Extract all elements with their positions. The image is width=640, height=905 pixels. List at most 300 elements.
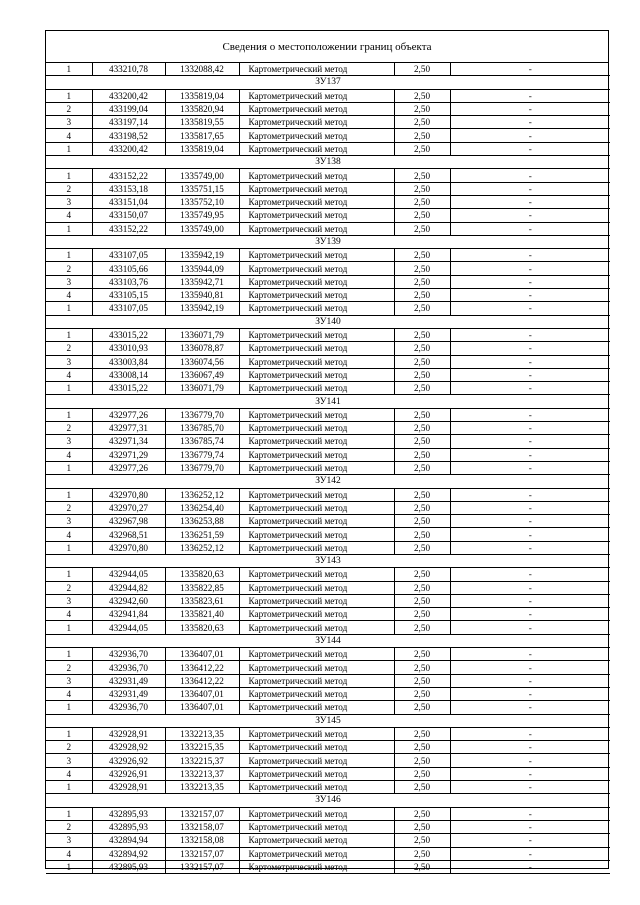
accuracy-cell: 2,50 (394, 727, 450, 740)
group-header-row (46, 235, 610, 248)
accuracy-cell: 2,50 (394, 382, 450, 395)
group-header-row (46, 714, 610, 727)
point-number-cell: 1 (46, 541, 92, 554)
x-coordinate-cell: 433152,22 (92, 169, 165, 182)
accuracy-cell: 2,50 (394, 501, 450, 514)
method-cell: Картометрический метод (239, 328, 394, 341)
accuracy-cell: 2,50 (394, 581, 450, 594)
method-cell: Картометрический метод (239, 781, 394, 794)
method-cell: Картометрический метод (239, 568, 394, 581)
description-cell: - (450, 249, 610, 262)
description-cell: - (450, 608, 610, 621)
y-coordinate-cell: 1336407,01 (165, 687, 239, 700)
y-coordinate-cell: 1336785,74 (165, 435, 239, 448)
method-cell: Картометрический метод (239, 142, 394, 155)
description-cell: - (450, 594, 610, 607)
accuracy-cell: 2,50 (394, 142, 450, 155)
method-cell: Картометрический метод (239, 594, 394, 607)
y-coordinate-cell: 1335821,40 (165, 608, 239, 621)
y-coordinate-cell: 1332215,37 (165, 754, 239, 767)
x-coordinate-cell: 432967,98 (92, 515, 165, 528)
x-coordinate-cell: 432944,05 (92, 621, 165, 634)
accuracy-cell: 2,50 (394, 674, 450, 687)
table-row (46, 461, 610, 474)
y-coordinate-cell: 1335751,15 (165, 182, 239, 195)
accuracy-cell: 2,50 (394, 621, 450, 634)
method-cell: Картометрический метод (239, 249, 394, 262)
x-coordinate-cell: 433015,22 (92, 328, 165, 341)
accuracy-cell: 2,50 (394, 741, 450, 754)
y-coordinate-cell: 1335819,55 (165, 116, 239, 129)
point-number-cell: 4 (46, 608, 92, 621)
table-row (46, 289, 610, 302)
description-cell: - (450, 89, 610, 102)
x-coordinate-cell: 432931,49 (92, 687, 165, 700)
method-cell: Картометрический метод (239, 382, 394, 395)
method-cell: Картометрический метод (239, 63, 394, 76)
y-coordinate-cell: 1332213,35 (165, 781, 239, 794)
x-coordinate-cell: 433153,18 (92, 182, 165, 195)
description-cell: - (450, 289, 610, 302)
table-row (46, 741, 610, 754)
group-header-row (46, 634, 610, 647)
accuracy-cell: 2,50 (394, 169, 450, 182)
y-coordinate-cell: 1335749,00 (165, 222, 239, 235)
y-coordinate-cell: 1335820,63 (165, 568, 239, 581)
y-coordinate-cell: 1335749,00 (165, 169, 239, 182)
x-coordinate-cell: 432895,93 (92, 860, 165, 873)
description-cell: - (450, 209, 610, 222)
accuracy-cell: 2,50 (394, 594, 450, 607)
table-row (46, 422, 610, 435)
description-cell: - (450, 435, 610, 448)
table-row (46, 382, 610, 395)
table-row (46, 355, 610, 368)
method-cell: Картометрический метод (239, 741, 394, 754)
x-coordinate-cell: 433107,05 (92, 302, 165, 315)
table-row (46, 568, 610, 581)
x-coordinate-cell: 432970,80 (92, 488, 165, 501)
x-coordinate-cell: 433105,66 (92, 262, 165, 275)
method-cell: Картометрический метод (239, 408, 394, 421)
x-coordinate-cell: 433210,78 (92, 63, 165, 76)
point-number-cell: 4 (46, 767, 92, 780)
point-number-cell: 2 (46, 102, 92, 115)
land-plot-label: ЗУ137 (46, 76, 610, 89)
y-coordinate-cell: 1336252,12 (165, 488, 239, 501)
method-cell: Картометрический метод (239, 435, 394, 448)
table-row (46, 767, 610, 780)
accuracy-cell: 2,50 (394, 648, 450, 661)
table-row (46, 687, 610, 700)
table-row (46, 608, 610, 621)
y-coordinate-cell: 1332215,35 (165, 741, 239, 754)
method-cell: Картометрический метод (239, 581, 394, 594)
table-row (46, 435, 610, 448)
accuracy-cell: 2,50 (394, 89, 450, 102)
table-row (46, 448, 610, 461)
x-coordinate-cell: 432970,80 (92, 541, 165, 554)
table-row (46, 820, 610, 833)
document-frame (45, 30, 609, 872)
accuracy-cell: 2,50 (394, 289, 450, 302)
point-number-cell: 1 (46, 302, 92, 315)
description-cell: - (450, 488, 610, 501)
point-number-cell: 1 (46, 488, 92, 501)
description-cell: - (450, 807, 610, 820)
method-cell: Картометрический метод (239, 661, 394, 674)
description-cell: - (450, 581, 610, 594)
description-cell: - (450, 169, 610, 182)
y-coordinate-cell: 1335820,63 (165, 621, 239, 634)
group-header-row (46, 156, 610, 169)
x-coordinate-cell: 432944,05 (92, 568, 165, 581)
description-cell: - (450, 116, 610, 129)
description-cell: - (450, 687, 610, 700)
table-row (46, 209, 610, 222)
y-coordinate-cell: 1332158,08 (165, 834, 239, 847)
accuracy-cell: 2,50 (394, 249, 450, 262)
point-number-cell: 4 (46, 209, 92, 222)
x-coordinate-cell: 432894,94 (92, 834, 165, 847)
table-row (46, 368, 610, 381)
description-cell: - (450, 834, 610, 847)
description-cell: - (450, 422, 610, 435)
y-coordinate-cell: 1336407,01 (165, 648, 239, 661)
accuracy-cell: 2,50 (394, 222, 450, 235)
method-cell: Картометрический метод (239, 608, 394, 621)
x-coordinate-cell: 432936,70 (92, 661, 165, 674)
table-row (46, 754, 610, 767)
document-title: Сведения о местоположении границ объекта (46, 31, 608, 63)
table-row (46, 249, 610, 262)
y-coordinate-cell: 1336779,70 (165, 461, 239, 474)
table-row (46, 847, 610, 860)
table-row (46, 781, 610, 794)
x-coordinate-cell: 432928,91 (92, 727, 165, 740)
description-cell: - (450, 382, 610, 395)
point-number-cell: 3 (46, 116, 92, 129)
x-coordinate-cell: 432931,49 (92, 674, 165, 687)
point-number-cell: 1 (46, 461, 92, 474)
method-cell: Картометрический метод (239, 302, 394, 315)
table-row (46, 594, 610, 607)
method-cell: Картометрический метод (239, 355, 394, 368)
group-header-row (46, 794, 610, 807)
method-cell: Картометрический метод (239, 102, 394, 115)
description-cell: - (450, 515, 610, 528)
y-coordinate-cell: 1335823,61 (165, 594, 239, 607)
accuracy-cell: 2,50 (394, 275, 450, 288)
description-cell: - (450, 342, 610, 355)
y-coordinate-cell: 1336071,79 (165, 382, 239, 395)
point-number-cell: 4 (46, 687, 92, 700)
method-cell: Картометрический метод (239, 342, 394, 355)
method-cell: Картометрический метод (239, 89, 394, 102)
point-number-cell: 1 (46, 781, 92, 794)
accuracy-cell: 2,50 (394, 767, 450, 780)
method-cell: Картометрический метод (239, 528, 394, 541)
method-cell: Картометрический метод (239, 501, 394, 514)
table-row (46, 701, 610, 714)
description-cell: - (450, 195, 610, 208)
point-number-cell: 2 (46, 501, 92, 514)
table-row (46, 488, 610, 501)
method-cell: Картометрический метод (239, 621, 394, 634)
y-coordinate-cell: 1336067,49 (165, 368, 239, 381)
point-number-cell: 2 (46, 262, 92, 275)
accuracy-cell: 2,50 (394, 807, 450, 820)
table-row (46, 328, 610, 341)
y-coordinate-cell: 1335819,04 (165, 89, 239, 102)
description-cell: - (450, 568, 610, 581)
point-number-cell: 1 (46, 169, 92, 182)
point-number-cell: 4 (46, 289, 92, 302)
method-cell: Картометрический метод (239, 169, 394, 182)
method-cell: Картометрический метод (239, 754, 394, 767)
accuracy-cell: 2,50 (394, 422, 450, 435)
x-coordinate-cell: 433003,84 (92, 355, 165, 368)
coordinates-table-body (46, 63, 610, 874)
table-row (46, 621, 610, 634)
accuracy-cell: 2,50 (394, 448, 450, 461)
description-cell: - (450, 102, 610, 115)
point-number-cell: 1 (46, 648, 92, 661)
y-coordinate-cell: 1336254,40 (165, 501, 239, 514)
y-coordinate-cell: 1332213,35 (165, 727, 239, 740)
accuracy-cell: 2,50 (394, 488, 450, 501)
accuracy-cell: 2,50 (394, 687, 450, 700)
description-cell: - (450, 63, 610, 76)
point-number-cell: 4 (46, 528, 92, 541)
y-coordinate-cell: 1336074,56 (165, 355, 239, 368)
group-header-row (46, 554, 610, 567)
point-number-cell: 2 (46, 422, 92, 435)
point-number-cell: 1 (46, 727, 92, 740)
method-cell: Картометрический метод (239, 222, 394, 235)
method-cell: Картометрический метод (239, 289, 394, 302)
y-coordinate-cell: 1335942,19 (165, 249, 239, 262)
table-row (46, 661, 610, 674)
point-number-cell: 3 (46, 834, 92, 847)
accuracy-cell: 2,50 (394, 754, 450, 767)
method-cell: Картометрический метод (239, 209, 394, 222)
method-cell: Картометрический метод (239, 807, 394, 820)
description-cell: - (450, 820, 610, 833)
y-coordinate-cell: 1336779,74 (165, 448, 239, 461)
point-number-cell: 4 (46, 368, 92, 381)
x-coordinate-cell: 433200,42 (92, 89, 165, 102)
coordinates-table (46, 63, 610, 874)
accuracy-cell: 2,50 (394, 860, 450, 873)
description-cell: - (450, 355, 610, 368)
table-row (46, 541, 610, 554)
point-number-cell: 1 (46, 382, 92, 395)
description-cell: - (450, 741, 610, 754)
accuracy-cell: 2,50 (394, 102, 450, 115)
y-coordinate-cell: 1336412,22 (165, 661, 239, 674)
x-coordinate-cell: 433105,15 (92, 289, 165, 302)
y-coordinate-cell: 1335749,95 (165, 209, 239, 222)
method-cell: Картометрический метод (239, 488, 394, 501)
accuracy-cell: 2,50 (394, 182, 450, 195)
x-coordinate-cell: 432941,84 (92, 608, 165, 621)
table-row (46, 142, 610, 155)
point-number-cell: 3 (46, 275, 92, 288)
accuracy-cell: 2,50 (394, 834, 450, 847)
y-coordinate-cell: 1335817,65 (165, 129, 239, 142)
x-coordinate-cell: 433197,14 (92, 116, 165, 129)
accuracy-cell: 2,50 (394, 528, 450, 541)
accuracy-cell: 2,50 (394, 342, 450, 355)
y-coordinate-cell: 1335822,85 (165, 581, 239, 594)
land-plot-label: ЗУ141 (46, 395, 610, 408)
method-cell: Картометрический метод (239, 275, 394, 288)
accuracy-cell: 2,50 (394, 262, 450, 275)
land-plot-label: ЗУ146 (46, 794, 610, 807)
accuracy-cell: 2,50 (394, 328, 450, 341)
table-row (46, 63, 610, 76)
x-coordinate-cell: 432977,26 (92, 461, 165, 474)
y-coordinate-cell: 1336253,88 (165, 515, 239, 528)
point-number-cell: 2 (46, 661, 92, 674)
x-coordinate-cell: 432928,92 (92, 741, 165, 754)
table-row (46, 275, 610, 288)
point-number-cell: 1 (46, 222, 92, 235)
point-number-cell: 1 (46, 89, 92, 102)
point-number-cell: 2 (46, 342, 92, 355)
land-plot-label: ЗУ143 (46, 554, 610, 567)
x-coordinate-cell: 433008,14 (92, 368, 165, 381)
accuracy-cell: 2,50 (394, 209, 450, 222)
y-coordinate-cell: 1332157,07 (165, 847, 239, 860)
method-cell: Картометрический метод (239, 182, 394, 195)
description-cell: - (450, 661, 610, 674)
point-number-cell: 1 (46, 568, 92, 581)
description-cell: - (450, 328, 610, 341)
accuracy-cell: 2,50 (394, 515, 450, 528)
x-coordinate-cell: 432936,70 (92, 648, 165, 661)
y-coordinate-cell: 1332213,37 (165, 767, 239, 780)
description-cell: - (450, 847, 610, 860)
point-number-cell: 3 (46, 594, 92, 607)
method-cell: Картометрический метод (239, 648, 394, 661)
description-cell: - (450, 262, 610, 275)
point-number-cell: 2 (46, 581, 92, 594)
y-coordinate-cell: 1336407,01 (165, 701, 239, 714)
y-coordinate-cell: 1332157,07 (165, 807, 239, 820)
y-coordinate-cell: 1336779,70 (165, 408, 239, 421)
accuracy-cell: 2,50 (394, 355, 450, 368)
point-number-cell: 1 (46, 860, 92, 873)
accuracy-cell: 2,50 (394, 661, 450, 674)
land-plot-label: ЗУ145 (46, 714, 610, 727)
x-coordinate-cell: 432944,82 (92, 581, 165, 594)
method-cell: Картометрический метод (239, 195, 394, 208)
land-plot-label: ЗУ144 (46, 634, 610, 647)
method-cell: Картометрический метод (239, 461, 394, 474)
table-row (46, 102, 610, 115)
method-cell: Картометрический метод (239, 834, 394, 847)
y-coordinate-cell: 1336071,79 (165, 328, 239, 341)
y-coordinate-cell: 1335942,19 (165, 302, 239, 315)
description-cell: - (450, 182, 610, 195)
accuracy-cell: 2,50 (394, 302, 450, 315)
land-plot-label: ЗУ140 (46, 315, 610, 328)
method-cell: Картометрический метод (239, 541, 394, 554)
accuracy-cell: 2,50 (394, 541, 450, 554)
description-cell: - (450, 727, 610, 740)
x-coordinate-cell: 433107,05 (92, 249, 165, 262)
point-number-cell: 1 (46, 142, 92, 155)
accuracy-cell: 2,50 (394, 368, 450, 381)
point-number-cell: 3 (46, 674, 92, 687)
table-row (46, 302, 610, 315)
x-coordinate-cell: 432942,60 (92, 594, 165, 607)
x-coordinate-cell: 432894,92 (92, 847, 165, 860)
table-row (46, 674, 610, 687)
x-coordinate-cell: 432977,26 (92, 408, 165, 421)
table-row (46, 182, 610, 195)
method-cell: Картометрический метод (239, 422, 394, 435)
method-cell: Картометрический метод (239, 860, 394, 873)
accuracy-cell: 2,50 (394, 568, 450, 581)
x-coordinate-cell: 433200,42 (92, 142, 165, 155)
accuracy-cell: 2,50 (394, 608, 450, 621)
method-cell: Картометрический метод (239, 448, 394, 461)
description-cell: - (450, 302, 610, 315)
y-coordinate-cell: 1336785,70 (165, 422, 239, 435)
point-number-cell: 4 (46, 129, 92, 142)
table-row (46, 195, 610, 208)
description-cell: - (450, 767, 610, 780)
table-row (46, 528, 610, 541)
point-number-cell: 3 (46, 754, 92, 767)
land-plot-label: ЗУ142 (46, 475, 610, 488)
table-row (46, 581, 610, 594)
accuracy-cell: 2,50 (394, 461, 450, 474)
method-cell: Картометрический метод (239, 701, 394, 714)
point-number-cell: 1 (46, 621, 92, 634)
x-coordinate-cell: 432895,93 (92, 807, 165, 820)
x-coordinate-cell: 433103,76 (92, 275, 165, 288)
y-coordinate-cell: 1332158,07 (165, 820, 239, 833)
method-cell: Картометрический метод (239, 116, 394, 129)
y-coordinate-cell: 1335940,81 (165, 289, 239, 302)
point-number-cell: 2 (46, 820, 92, 833)
description-cell: - (450, 129, 610, 142)
description-cell: - (450, 648, 610, 661)
point-number-cell: 2 (46, 182, 92, 195)
table-row (46, 501, 610, 514)
y-coordinate-cell: 1336251,59 (165, 528, 239, 541)
description-cell: - (450, 754, 610, 767)
point-number-cell: 3 (46, 195, 92, 208)
group-header-row (46, 76, 610, 89)
description-cell: - (450, 142, 610, 155)
accuracy-cell: 2,50 (394, 781, 450, 794)
accuracy-cell: 2,50 (394, 129, 450, 142)
method-cell: Картометрический метод (239, 727, 394, 740)
point-number-cell: 1 (46, 701, 92, 714)
table-row (46, 408, 610, 421)
point-number-cell: 3 (46, 515, 92, 528)
table-row (46, 515, 610, 528)
accuracy-cell: 2,50 (394, 820, 450, 833)
point-number-cell: 3 (46, 355, 92, 368)
x-coordinate-cell: 433198,52 (92, 129, 165, 142)
x-coordinate-cell: 432936,70 (92, 701, 165, 714)
